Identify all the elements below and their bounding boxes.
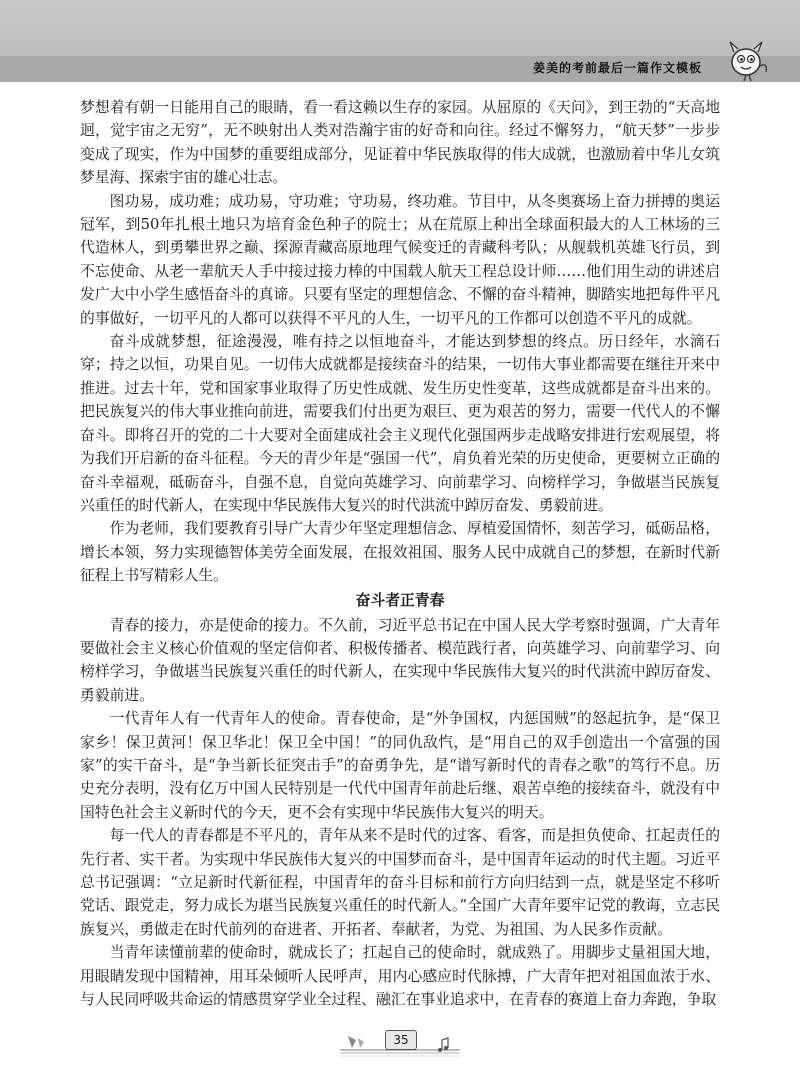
mascot-icon (716, 36, 772, 82)
paragraph: 一代青年人有一代青年人的使命。青春使命，是“外争国权，内惩国贼”的怒起抗争，是“保卫家乡！保卫黄河！保卫华北！保卫全中国！”的同仇敌忾，是“用自己的双手创造出一个富强的国家”的实干奋斗，是“争当新长征突击手”的奋勇争先，是“谱写新时代的青春之歌”的笃行不息。历史充分表明，没有亿万中国人民特别是一代代中国青年前赴后继、艰苦卓绝的接续奋斗，就没有中国特色社会主义新时代的今天，更不会有实现中华民族伟大复兴的明天。 (80, 710, 720, 821)
paragraph: 当青年读懂前辈的使命时，就成长了；扛起自己的使命时，就成熟了。用脚步丈量祖国大地，用眼睛发现中国精神，用耳朵倾听人民呼声，用内心感应时代脉搏，广大青年把对祖国血浓于水、与人民同呼吸共命运的情感贯穿学业全过程、融汇在事业追求中，在青春的赛道上奋力奔跑，争取 (80, 944, 720, 1009)
running-header-title: 姜美的考前最后一篇作文模板 (532, 61, 702, 75)
section-title: 奋斗者正青春 (355, 591, 445, 609)
page-number: 35 (385, 1030, 417, 1050)
paragraph: 奋斗成就梦想，征途漫漫，唯有持之以恒地奋斗，才能达到梦想的终点。历日经年，水滴石穿；持之以恒，功果自见。一切伟大成就都是接续奋斗的结果，一切伟大事业都需要在继往开来中推进。过去十年，党和国家事业取得了历史性成就、发生历史性变革，这些成就都是奋斗出来的。把民族复兴的伟大事业推向前进，需要我们付出更为艰巨、更为艰苦的努力，需要一代代人的不懈奋斗。即将召开的党的二十大要对全面建成社会主义现代化强国两步走战略安排进行宏观展望，将为我们开启新的奋斗征程。今天的青少年是“强国一代”，肩负着光荣的历史使命，更要树立正确的奋斗幸福观，砥砺奋斗，自强不息，自觉向英雄学习、向前辈学习、向榜样学习，争做堪当民族复兴重任的时代新人，在实现中华民族伟大复兴的时代洪流中踔厉奋发、勇毅前进。 (80, 333, 720, 514)
paragraph: 梦想着有朝一日能用自己的眼睛，看一看这赖以生存的家园。从屈原的《天问》，到王勃的“天高地迥，觉宇宙之无穷”，无不映射出人类对浩瀚宇宙的好奇和向往。经过不懈努力，“航天梦”一步步变成了现实，作为中国梦的重要组成部分，见证着中华民族取得的伟大成就，也激励着中华儿女筑梦星海、探索宇宙的雄心壮志。 (80, 99, 720, 187)
article-body (80, 96, 720, 1011)
paragraph: 青春的接力，亦是使命的接力。不久前，习近平总书记在中国人民大学考察时强调，广大青年要做社会主义核心价值观的坚定信仰者、积极传播者、模范践行者，向英雄学习、向前辈学习、向榜样学习，争做堪当民族复兴重任的时代新人，在实现中华民族伟大复兴的时代洪流中踔厉奋发、勇毅前进。 (80, 616, 720, 704)
paragraph: 作为老师，我们要教育引导广大青少年坚定理想信念、厚植爱国情怀，刻苦学习，砥砺品格，增长本领，努力实现德智体美劳全面发展，在报效祖国、服务人民中成就自己的梦想，在新时代新征程上书写精彩人生。 (80, 520, 720, 585)
paragraph: 每一代人的青春都是不平凡的，青年从来不是时代的过客、看客，而是担负使命、扛起责任的先行者、实干者。为实现中华民族伟大复兴的中国梦而奋斗，是中国青年运动的时代主题。习近平总书记强调：“立足新时代新征程，中国青年的奋斗目标和前行方向归结到一点，就是坚定不移听党话、跟党走，努力成长为堪当民族复兴重任的时代新人。”全国广大青年要牢记党的教诲，立志民族复兴，勇做走在时代前列的奋进者、开拓者、奉献者，为党、为祖国、为人民多作贡献。 (80, 827, 720, 938)
paragraph: 图功易，成功难；成功易，守功难；守功易，终功难。节目中，从冬奥赛场上奋力拼搏的奥运冠军，到50年扎根土地只为培育金色种子的院士；从在荒原上种出全球面积最大的人工林场的三代造林人，到勇攀世界之巅、探源青藏高原地理气候变迁的青藏科考队；从舰载机英雄飞行员，到不忘使命、从老一辈航天人手中接过接力棒的中国载人航天工程总设计师……他们用生动的讲述启发广大中小学生感悟奋斗的真谛。只要有坚定的理想信念、不懈的奋斗精神，脚踏实地把每件平凡的事做好，一切平凡的人都可以获得不平凡的人生，一切平凡的工作都可以创造不平凡的成就。 (80, 192, 720, 327)
